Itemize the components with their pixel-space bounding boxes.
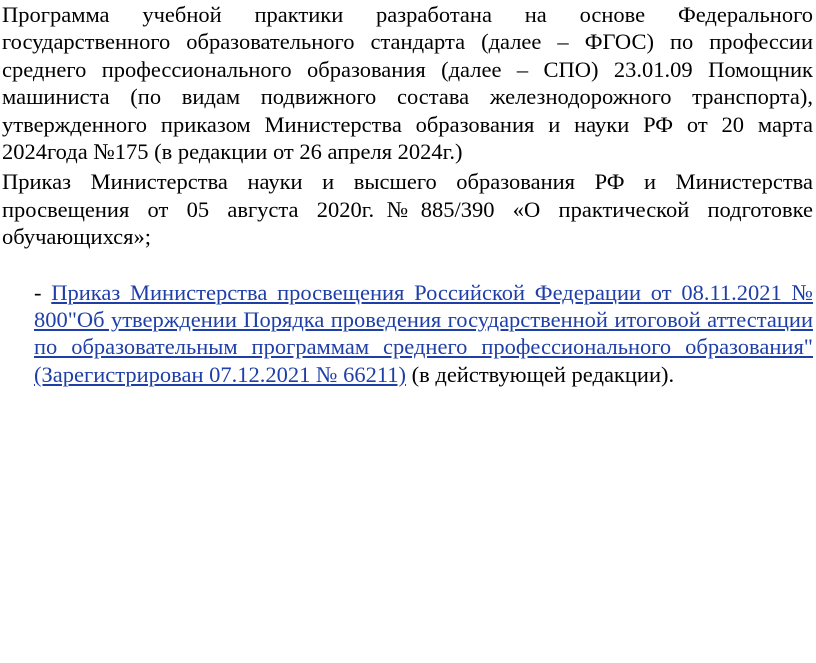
paragraph-tail: (в действующей редакции). <box>406 361 675 387</box>
order-800-link[interactable]: Приказ Министерства просвещения Российской Федерации от 08.11.2021 № 800"Об утверждении Порядка проведения государственной итоговой аттестации по образовательным программам среднего профессионального образования" (Зарегистрирован 07.12.2021 № 66211) <box>34 279 813 387</box>
paragraph-attestation-order <box>2 279 813 389</box>
document-page <box>2 0 813 388</box>
paragraph-program-basis: Программа учебной практики разработана на основе Федерального государственного образовательного стандарта (далее – ФГОС) по профессии среднего профессионального образования (далее – СПО) 23.01.09 Помощник машиниста (по видам подвижного состава железнодорожного транспорта), утвержденного приказом Министерства образования и науки РФ от 20 марта 2024года №175 (в редакции от 26 апреля 2024г.) <box>2 2 813 165</box>
list-dash: - <box>34 279 52 305</box>
paragraph-practical-training-order: Приказ Министерства науки и высшего образования РФ и Министерства просвещения от 05 августа 2020г.№885/390 «О практической подготовке обучающихся»; <box>2 169 813 250</box>
